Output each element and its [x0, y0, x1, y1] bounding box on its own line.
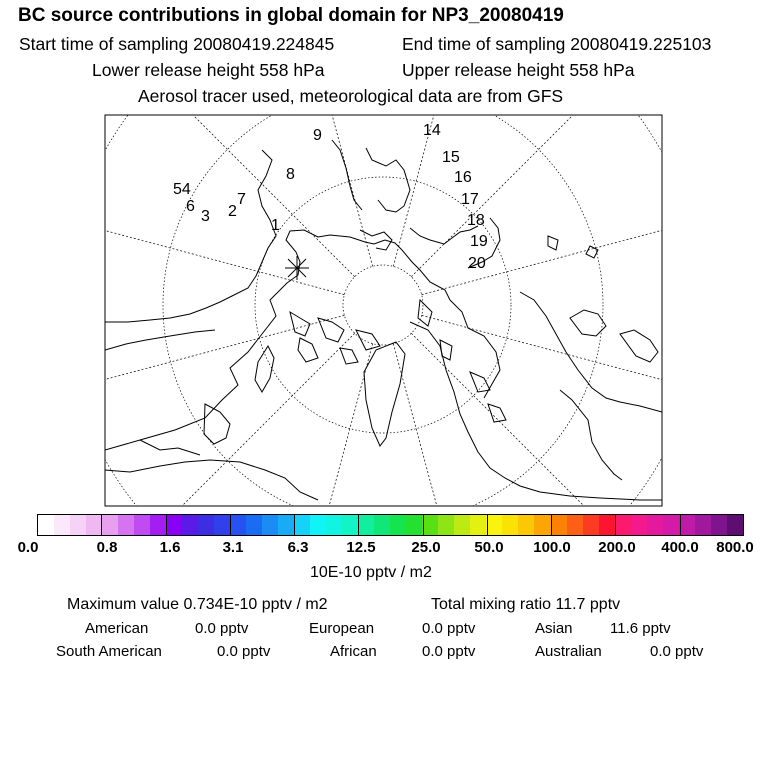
colorbar-segment: [663, 515, 679, 535]
release-marker-icon: [285, 256, 309, 280]
colorbar-segment: [454, 515, 470, 535]
colorbar-segment: [278, 515, 294, 535]
colorbar-segment: [358, 515, 374, 535]
max-value: Maximum value 0.734E-10 pptv / m2: [67, 596, 328, 613]
colorbar-segment: [534, 515, 550, 535]
colorbar-segment: [294, 515, 310, 535]
colorbar-segment: [486, 515, 502, 535]
colorbar-segment: [134, 515, 150, 535]
colorbar: [37, 514, 744, 536]
colorbar-divider: [551, 515, 552, 535]
region-name: African: [330, 643, 377, 660]
trajectory-label: 14: [423, 122, 441, 139]
colorbar-segment: [599, 515, 615, 535]
trajectory-label: 6: [186, 198, 195, 215]
colorbar-segment: [166, 515, 182, 535]
region-name: Australian: [535, 643, 602, 660]
region-value: 0.0 pptv: [650, 643, 704, 660]
trajectory-label: 1: [271, 217, 280, 234]
colorbar-segment: [615, 515, 631, 535]
colorbar-divider: [101, 515, 102, 535]
colorbar-segment: [438, 515, 454, 535]
colorbar-tick-label: 0.8: [96, 539, 118, 556]
trajectory-label: 3: [201, 208, 210, 225]
meridian-line: [422, 315, 768, 460]
colorbar-segment: [631, 515, 647, 535]
meridian-line: [411, 0, 768, 277]
colorbar-segment: [470, 515, 486, 535]
colorbar-segment: [711, 515, 727, 535]
end-time-label: End time of sampling 20080419.225103: [402, 34, 712, 54]
colorbar-segment: [70, 515, 86, 535]
trajectory-label: 15: [442, 149, 460, 166]
region-value: 11.6 pptv: [610, 620, 671, 637]
region-value: 0.0 pptv: [422, 620, 476, 637]
colorbar-segment: [54, 515, 70, 535]
lower-height-label: Lower release height 558 hPa: [92, 60, 325, 80]
colorbar-tick-label: 800.0: [716, 539, 754, 556]
region-name: European: [309, 620, 375, 637]
colorbar-segment: [310, 515, 326, 535]
region-name: Asian: [535, 620, 573, 637]
colorbar-tick-label: 12.5: [346, 539, 376, 556]
colorbar-segment: [214, 515, 230, 535]
trajectory-label: 54: [173, 181, 191, 198]
colorbar-divider: [358, 515, 359, 535]
colorbar-segment: [182, 515, 198, 535]
colorbar-segment: [695, 515, 711, 535]
colorbar-tick-label: 0.0: [17, 539, 39, 556]
colorbar-segment: [422, 515, 438, 535]
trajectory-label: 8: [286, 166, 295, 183]
colorbar-tick-label: 100.0: [533, 539, 571, 556]
meridian-line: [0, 0, 355, 277]
colorbar-units: 10E-10 pptv / m2: [310, 564, 432, 581]
trajectory-label: 19: [470, 233, 488, 250]
colorbar-segment: [583, 515, 599, 535]
figure-title: BC source contributions in global domain for NP3_20080419: [18, 5, 564, 26]
colorbar-segment: [551, 515, 567, 535]
trajectory-label: 2: [228, 203, 237, 220]
meridian-line: [228, 0, 373, 266]
meridian-line: [0, 315, 344, 460]
upper-height-label: Upper release height 558 hPa: [402, 60, 635, 80]
colorbar-tick-label: 6.3: [287, 539, 309, 556]
colorbar-segment: [118, 515, 134, 535]
colorbar-segment: [230, 515, 246, 535]
colorbar-tick-label: 1.6: [159, 539, 181, 556]
region-value: 0.0 pptv: [195, 620, 249, 637]
colorbar-segment: [567, 515, 583, 535]
colorbar-segment: [342, 515, 358, 535]
region-value: 0.0 pptv: [422, 643, 476, 660]
region-value: 0.0 pptv: [217, 643, 271, 660]
colorbar-segment: [502, 515, 518, 535]
region-name: South American: [56, 643, 162, 660]
colorbar-tick-label: 200.0: [598, 539, 636, 556]
total-mixing-ratio: Total mixing ratio 11.7 pptv: [431, 596, 621, 613]
region-name: American: [85, 620, 149, 637]
tracer-note: Aerosol tracer used, meteorological data are from GFS: [138, 86, 564, 106]
colorbar-divider: [615, 515, 616, 535]
colorbar-divider: [230, 515, 231, 535]
colorbar-segment: [647, 515, 663, 535]
colorbar-segment: [246, 515, 262, 535]
colorbar-segment: [38, 515, 54, 535]
colorbar-divider: [487, 515, 488, 535]
colorbar-divider: [423, 515, 424, 535]
colorbar-segment: [727, 515, 743, 535]
colorbar-segment: [198, 515, 214, 535]
colorbar-tick-label: 3.1: [222, 539, 244, 556]
map-frame: [105, 115, 662, 506]
colorbar-segment: [390, 515, 406, 535]
colorbar-segment: [86, 515, 102, 535]
colorbar-divider: [294, 515, 295, 535]
colorbar-divider: [166, 515, 167, 535]
trajectory-label: 16: [454, 169, 472, 186]
trajectory-label: 20: [468, 255, 486, 272]
start-time-label: Start time of sampling 20080419.224845: [19, 34, 335, 54]
colorbar-segment: [150, 515, 166, 535]
colorbar-tick-label: 25.0: [411, 539, 441, 556]
colorbar-segment: [374, 515, 390, 535]
trajectory-label: 7: [237, 191, 246, 208]
colorbar-segment: [326, 515, 342, 535]
colorbar-segment: [406, 515, 422, 535]
colorbar-tick-label: 400.0: [661, 539, 699, 556]
trajectory-label: 17: [461, 191, 479, 208]
colorbar-segment: [679, 515, 695, 535]
colorbar-divider: [680, 515, 681, 535]
colorbar-segment: [102, 515, 118, 535]
meridian-line: [393, 0, 538, 266]
trajectory-label: 18: [467, 212, 485, 229]
colorbar-segment: [262, 515, 278, 535]
trajectory-label: 9: [313, 127, 322, 144]
colorbar-tick-label: 50.0: [474, 539, 504, 556]
colorbar-segment: [518, 515, 534, 535]
